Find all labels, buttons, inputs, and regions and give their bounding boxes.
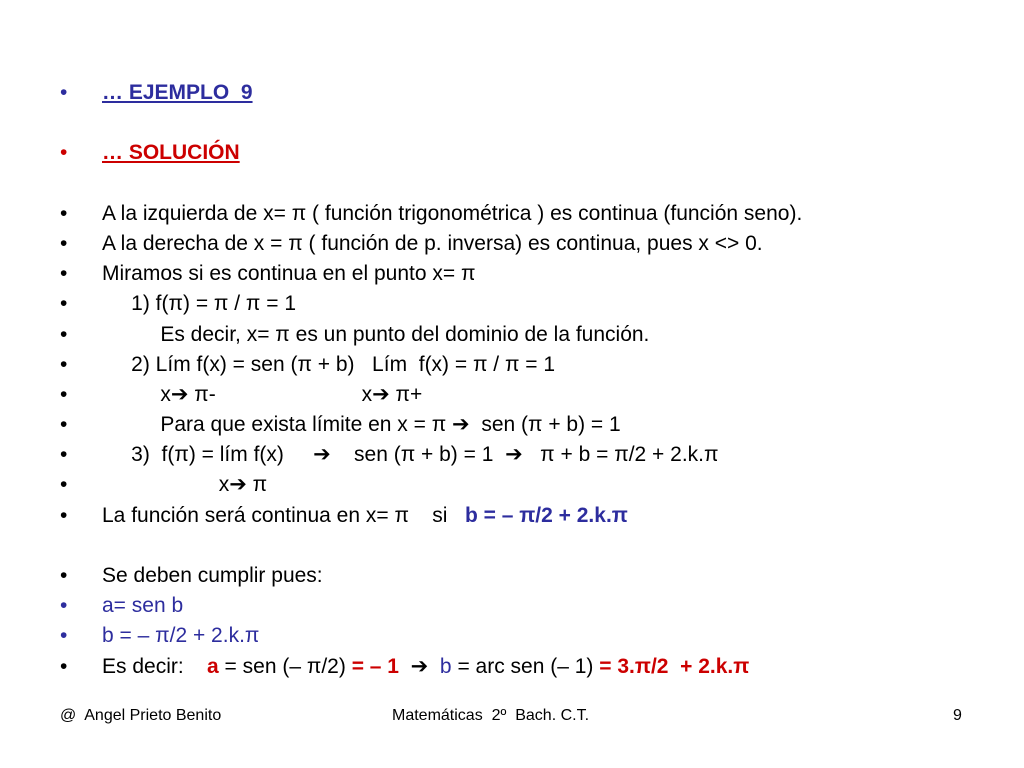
text-segment: a — [207, 654, 219, 678]
text-segment: = – 1 — [351, 654, 399, 678]
bullet-line — [60, 470, 1010, 500]
text-segment: x➔ π- x➔ π+ — [102, 382, 423, 406]
bullet-icon: • — [60, 262, 68, 286]
bullet-line — [60, 440, 1010, 470]
bullet-text — [102, 652, 749, 682]
bullet-list — [60, 78, 1010, 682]
bullet-icon: • — [60, 81, 68, 104]
bullet-line — [60, 652, 1010, 682]
bullet-icon: • — [60, 443, 68, 467]
bullet-text — [102, 289, 296, 319]
text-segment: … SOLUCIÓN — [102, 141, 240, 165]
bullet-text — [102, 410, 621, 440]
bullet-text — [102, 591, 183, 621]
bullet-line — [60, 591, 1010, 621]
footer-page-number: 9 — [953, 707, 962, 724]
bullet-line — [60, 259, 1010, 289]
bullet-icon: • — [60, 201, 68, 225]
bullet-line — [60, 380, 1010, 410]
text-segment: b = – π/2 + 2.k.π — [102, 624, 260, 648]
text-segment: A la izquierda de x= π ( función trigonométrica ) es continua (función seno). — [102, 201, 803, 225]
text-segment: 3) f(π) = lím f(x) ➔ sen (π + b) = 1 ➔ π + b = π/2 + 2.k.π — [102, 443, 719, 467]
footer-author: @ Angel Prieto Benito — [60, 707, 222, 724]
text-segment: x➔ π — [102, 473, 268, 497]
text-segment: = 3.π/2 + 2.k.π — [599, 654, 750, 678]
text-segment: a= sen b — [102, 594, 184, 618]
bullet-line — [60, 501, 1010, 531]
bullet-text — [102, 229, 763, 259]
text-segment: b — [439, 654, 452, 678]
bullet-text — [102, 199, 802, 229]
bullet-text — [102, 320, 649, 350]
bullet-text — [102, 561, 323, 591]
text-segment: … EJEMPLO 9 — [102, 81, 253, 104]
text-segment: Es decir, x= π es un punto del dominio de la función. — [102, 322, 650, 346]
bullet-line — [60, 199, 1010, 229]
bullet-line — [60, 621, 1010, 651]
text-segment: 2) Lím f(x) = sen (π + b) Lím f(x) = π / π = 1 — [102, 352, 556, 376]
bullet-icon: • — [60, 654, 68, 678]
bullet-line — [60, 561, 1010, 591]
text-segment: Miramos si es continua en el punto x= π — [102, 262, 476, 286]
bullet-text — [102, 259, 475, 289]
text-segment: Se deben cumplir pues: — [102, 564, 323, 587]
text-segment: Es decir: — [102, 654, 208, 678]
bullet-text — [102, 621, 259, 651]
footer-course: Matemáticas 2º Bach. C.T. — [392, 707, 590, 724]
bullet-icon: • — [60, 624, 68, 648]
bullet-icon: • — [60, 141, 68, 165]
bullet-text — [102, 440, 718, 470]
text-segment: A la derecha de x = π ( función de p. inversa) es continua, pues x <> 0. — [102, 231, 763, 255]
bullet-text — [102, 501, 628, 531]
spacer — [60, 169, 1010, 199]
spacer — [60, 531, 1010, 561]
bullet-line — [60, 138, 1010, 168]
bullet-text — [102, 470, 267, 500]
text-segment: = arc sen (– 1) — [451, 654, 600, 678]
bullet-line — [60, 229, 1010, 259]
bullet-line — [60, 350, 1010, 380]
bullet-icon: • — [60, 564, 68, 587]
bullet-icon: • — [60, 413, 68, 437]
bullet-text — [102, 138, 240, 168]
text-segment: = sen (– π/2) — [218, 654, 352, 678]
text-segment: Para que exista límite en x = π ➔ sen (π + b) = 1 — [102, 413, 621, 437]
bullet-icon: • — [60, 292, 68, 316]
bullet-line — [60, 320, 1010, 350]
bullet-icon: • — [60, 382, 68, 406]
text-segment: 1) f(π) = π / π = 1 — [102, 292, 297, 316]
bullet-line — [60, 410, 1010, 440]
bullet-icon: • — [60, 322, 68, 346]
text-segment: ➔ — [398, 654, 440, 678]
bullet-icon: • — [60, 352, 68, 376]
spacer — [60, 108, 1010, 138]
bullet-icon: • — [60, 503, 68, 527]
bullet-icon: • — [60, 594, 68, 618]
text-segment: b = – π/2 + 2.k.π — [464, 503, 628, 527]
bullet-icon: • — [60, 231, 68, 255]
bullet-text — [102, 78, 253, 108]
bullet-line — [60, 78, 1010, 108]
bullet-line — [60, 289, 1010, 319]
bullet-text — [102, 350, 555, 380]
text-segment: La función será continua en x= π si — [102, 503, 465, 527]
bullet-text — [102, 380, 422, 410]
bullet-icon: • — [60, 473, 68, 497]
